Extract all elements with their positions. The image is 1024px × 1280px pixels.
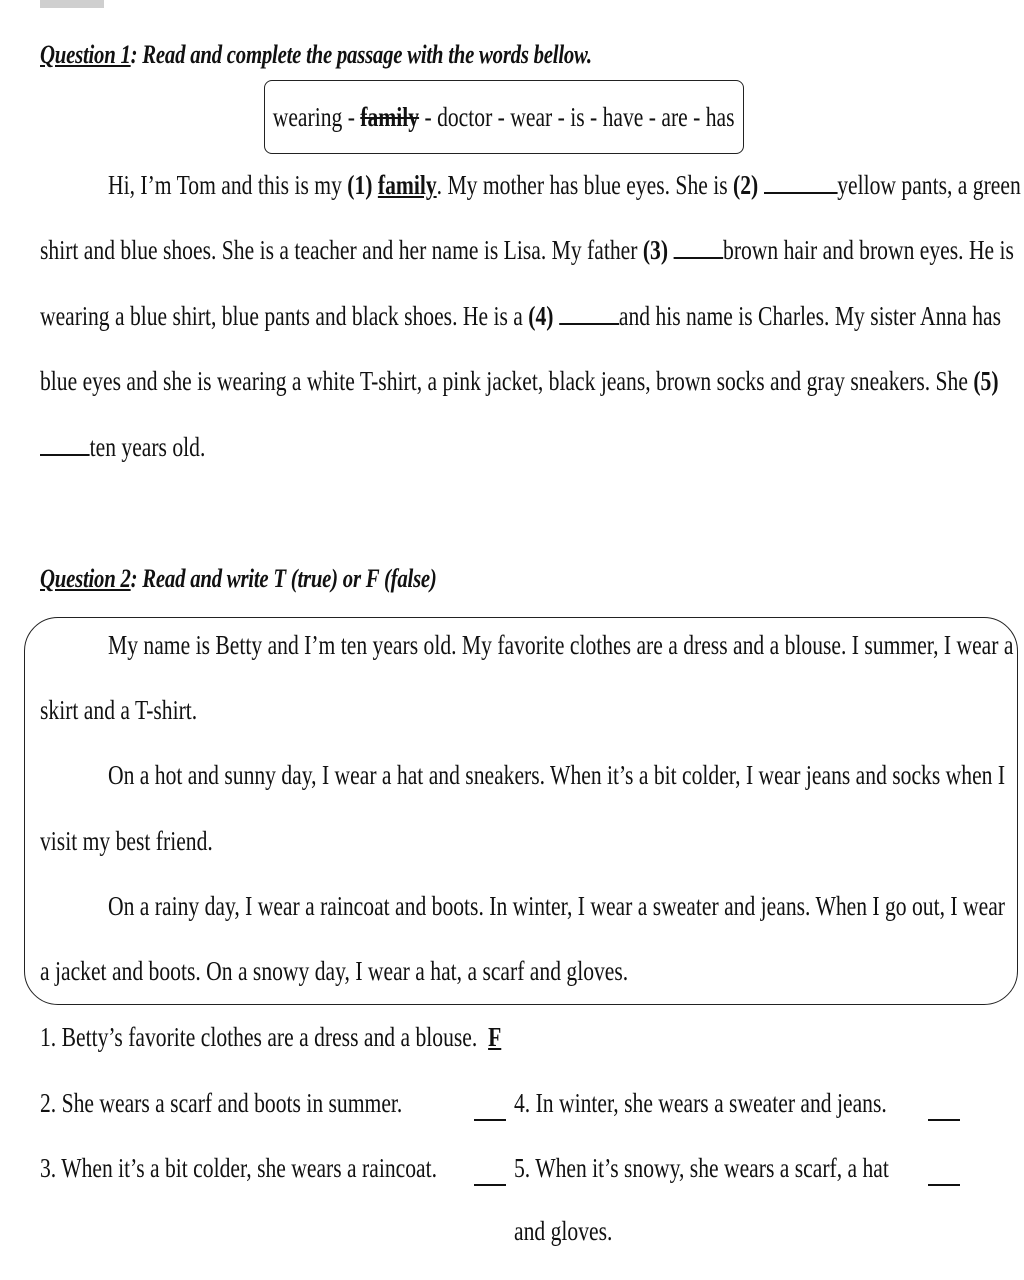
passage-2-line-6 <box>40 958 800 985</box>
reading-passage-box <box>24 617 1018 1005</box>
passage-text: On a rainy day, I wear a raincoat and boots. In winter, I wear a sweater and jeans. When I go out, I wear <box>108 891 1005 921</box>
question-2-instruction: : Read and write T (true) or F (false) <box>130 564 437 593</box>
blank-3[interactable] <box>673 239 723 259</box>
blank-number-4: (4) <box>528 301 554 331</box>
passage-2-line-3 <box>40 760 1006 790</box>
passage-text: a jacket and boots. On a snowy day, I wear a hat, a scarf and gloves. <box>40 956 629 986</box>
passage-text: . My mother has blue eyes. She is <box>436 170 734 200</box>
passage-1-line-1 <box>40 170 1021 200</box>
statement-5-answer-blank[interactable] <box>928 1184 960 1186</box>
passage-2-line-1 <box>40 630 1014 660</box>
statement-text: 5. When it’s snowy, she wears a scarf, a hat <box>514 1153 889 1183</box>
blank-number-5: (5) <box>973 366 999 396</box>
passage-text: ten years old. <box>89 432 206 462</box>
statement-3-answer-blank[interactable] <box>474 1184 506 1186</box>
passage-text: brown hair and brown eyes. He is <box>723 235 1014 265</box>
passage-text: visit my best friend. <box>40 826 213 856</box>
statement-2 <box>40 1090 402 1117</box>
word-bank-used-word: family <box>360 101 420 132</box>
statement-4 <box>514 1090 887 1117</box>
statement-text: 3. When it’s a bit colder, she wears a raincoat. <box>40 1153 437 1183</box>
word-bank-box <box>264 80 744 154</box>
statement-5 <box>514 1155 889 1182</box>
passage-text: Hi, I’m Tom and this is my <box>108 170 348 200</box>
statement-text: 4. In winter, she wears a sweater and jeans. <box>514 1088 887 1118</box>
blank-5[interactable] <box>40 436 90 456</box>
passage-1-line-3 <box>40 301 1002 331</box>
word-bank <box>273 102 735 133</box>
passage-text: wearing a blue shirt, blue pants and black shoes. He is a <box>40 301 529 331</box>
question-2-number: Question 2 <box>40 564 131 593</box>
blank-4[interactable] <box>559 305 619 325</box>
question-1-heading <box>40 40 592 70</box>
passage-text: yellow pants, a green <box>837 170 1021 200</box>
word-bank-after: - doctor - wear - is - have - are - has <box>419 101 735 132</box>
passage-2-line-4 <box>40 828 800 855</box>
statement-5-continuation <box>514 1218 612 1245</box>
statement-4-answer-blank[interactable] <box>928 1119 960 1121</box>
blank-number-2: (2) <box>733 170 759 200</box>
statement-1 <box>40 1024 501 1051</box>
passage-1-line-4 <box>40 366 999 396</box>
blank-number-3: (3) <box>642 235 669 265</box>
statement-3 <box>40 1155 437 1182</box>
passage-text: My name is Betty and I’m ten years old. My favorite clothes are a dress and a blouse. I summer, I wear a <box>108 630 1014 660</box>
statement-1-answer: F <box>488 1022 502 1052</box>
statement-text: 1. Betty’s favorite clothes are a dress and a blouse. <box>40 1022 478 1052</box>
question-1-instruction: : Read and complete the passage with the words bellow. <box>130 40 592 69</box>
question-2-heading <box>40 564 437 594</box>
statement-2-answer-blank[interactable] <box>474 1119 506 1121</box>
passage-text: On a hot and sunny day, I wear a hat and sneakers. When it’s a bit colder, I wear jeans and socks when I <box>108 760 1006 790</box>
passage-text: shirt and blue shoes. She is a teacher and her name is Lisa. My father <box>40 235 643 265</box>
example-answer: family <box>377 170 437 200</box>
statement-text: and gloves. <box>514 1216 613 1246</box>
passage-1-line-2 <box>40 235 1014 265</box>
corner-mark <box>40 0 104 8</box>
passage-text: and his name is Charles. My sister Anna has <box>618 301 1002 331</box>
statement-text: 2. She wears a scarf and boots in summer. <box>40 1088 403 1118</box>
blank-number-1: (1) <box>347 170 378 200</box>
word-bank-before: wearing - <box>273 101 361 132</box>
passage-2-line-2 <box>40 697 800 724</box>
blank-2[interactable] <box>764 174 838 194</box>
passage-text: blue eyes and she is wearing a white T-shirt, a pink jacket, black jeans, brown socks and gray sneakers. She <box>40 366 974 396</box>
passage-1-line-5 <box>40 434 800 461</box>
question-1-number: Question 1 <box>40 40 131 69</box>
passage-text: skirt and a T-shirt. <box>40 695 198 725</box>
passage-2-line-5 <box>40 891 1005 921</box>
